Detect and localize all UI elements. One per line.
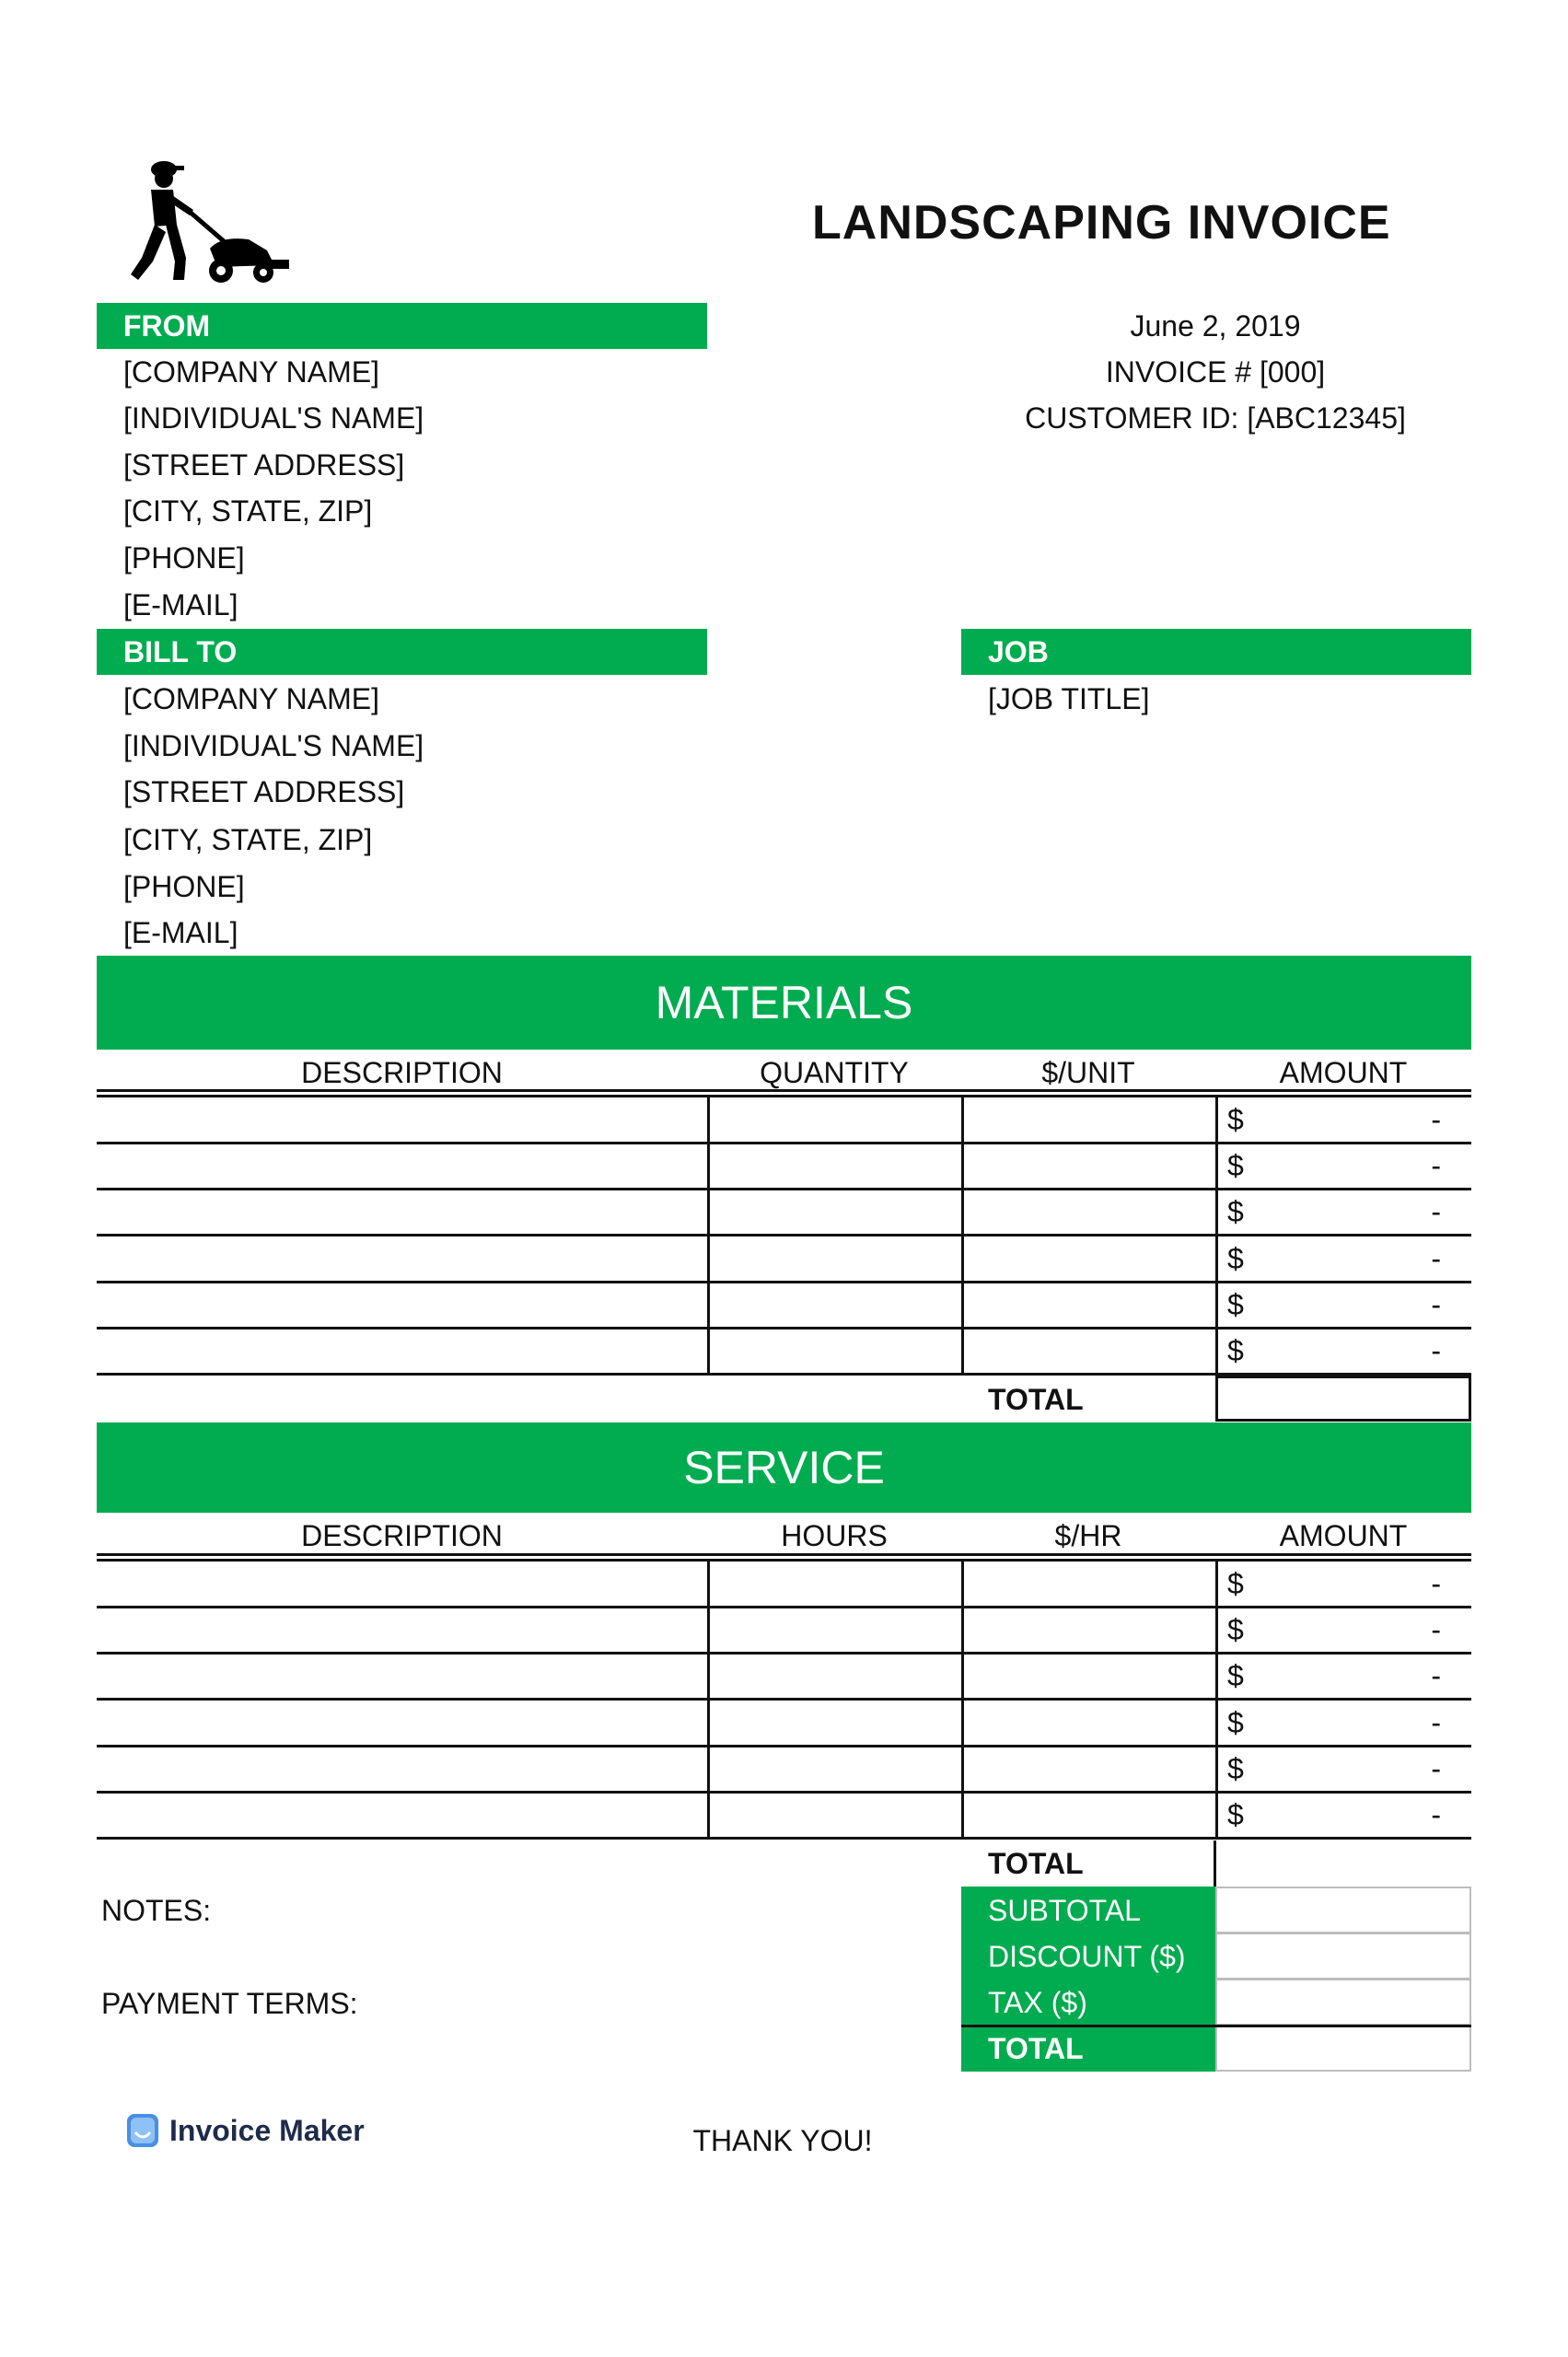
discount-value-cell[interactable] bbox=[1215, 1933, 1471, 1980]
bill-to-company-name: [COMPANY NAME] bbox=[123, 682, 379, 715]
materials-header-rule bbox=[97, 1089, 1471, 1092]
cell-divider bbox=[1215, 1793, 1218, 1839]
currency-symbol: $ bbox=[1227, 1195, 1244, 1228]
materials-col-unit-price: $/UNIT bbox=[1041, 1056, 1135, 1089]
bill-to-phone: [PHONE] bbox=[123, 870, 245, 903]
bill-to-heading: BILL TO bbox=[123, 635, 238, 668]
service-heading: SERVICE bbox=[683, 1442, 885, 1493]
discount-label: DISCOUNT ($) bbox=[988, 1940, 1186, 1973]
service-qty-cell[interactable] bbox=[710, 1793, 961, 1839]
service-rate-cell[interactable] bbox=[964, 1562, 1215, 1608]
from-header-bar bbox=[97, 303, 707, 349]
materials-col-quantity: QUANTITY bbox=[760, 1056, 909, 1089]
materials-col-amount: AMOUNT bbox=[1279, 1056, 1408, 1089]
materials-description-cell[interactable] bbox=[97, 1144, 707, 1190]
materials-total-label: TOTAL bbox=[988, 1383, 1084, 1416]
materials-qty-cell[interactable] bbox=[710, 1237, 961, 1283]
subtotal-value-cell[interactable] bbox=[1215, 1887, 1471, 1933]
customer-id: CUSTOMER ID: [ABC12345] bbox=[1025, 401, 1406, 435]
payment-terms-label: PAYMENT TERMS: bbox=[101, 1987, 358, 2020]
currency-symbol: $ bbox=[1227, 1752, 1244, 1785]
currency-symbol: $ bbox=[1227, 1798, 1244, 1831]
job-header-bar bbox=[961, 629, 1471, 675]
from-city-state-zip: [CITY, STATE, ZIP] bbox=[123, 494, 373, 528]
service-description-cell[interactable] bbox=[97, 1747, 707, 1793]
from-company-name: [COMPANY NAME] bbox=[123, 355, 379, 389]
materials-header-bar bbox=[97, 956, 1471, 1050]
invoice-maker-logo bbox=[127, 2110, 365, 2151]
from-street-address: [STREET ADDRESS] bbox=[123, 448, 405, 482]
from-individual-name: [INDIVIDUAL'S NAME] bbox=[123, 401, 424, 435]
notes-label: NOTES: bbox=[101, 1894, 212, 1927]
currency-symbol: $ bbox=[1227, 1334, 1244, 1367]
thank-you-note: THANK YOU! bbox=[692, 2124, 873, 2157]
cell-divider bbox=[1215, 1608, 1218, 1654]
cell-divider bbox=[1215, 1283, 1218, 1329]
from-phone: [PHONE] bbox=[123, 541, 245, 575]
row-rule bbox=[97, 1837, 1471, 1840]
service-col-hourly-rate: $/HR bbox=[1054, 1519, 1122, 1552]
materials-description-cell[interactable] bbox=[97, 1237, 707, 1283]
tax-label: TAX ($) bbox=[988, 1986, 1087, 2019]
materials-description-cell[interactable] bbox=[97, 1097, 707, 1144]
table-row bbox=[97, 1144, 1471, 1190]
currency-symbol: $ bbox=[1227, 1613, 1244, 1646]
service-qty-cell[interactable] bbox=[710, 1608, 961, 1654]
service-col-description: DESCRIPTION bbox=[301, 1519, 503, 1552]
table-row bbox=[97, 1329, 1471, 1375]
amount-value: - bbox=[1431, 1567, 1441, 1600]
from-email: [E-MAIL] bbox=[123, 588, 238, 621]
bill-to-street-address: [STREET ADDRESS] bbox=[123, 775, 405, 808]
cell-divider bbox=[1215, 1237, 1218, 1283]
table-row bbox=[97, 1190, 1471, 1236]
table-row bbox=[97, 1608, 1471, 1654]
materials-col-description: DESCRIPTION bbox=[301, 1056, 503, 1089]
table-row bbox=[97, 1283, 1471, 1329]
table-row bbox=[97, 1097, 1471, 1144]
service-col-hours: HOURS bbox=[781, 1519, 888, 1552]
materials-qty-cell[interactable] bbox=[710, 1097, 961, 1144]
amount-value: - bbox=[1431, 1334, 1441, 1367]
materials-qty-cell[interactable] bbox=[710, 1144, 961, 1190]
service-description-cell[interactable] bbox=[97, 1608, 707, 1654]
service-qty-cell[interactable] bbox=[710, 1562, 961, 1608]
amount-value: - bbox=[1431, 1149, 1441, 1182]
service-rate-cell[interactable] bbox=[964, 1747, 1215, 1793]
amount-value: - bbox=[1431, 1798, 1441, 1831]
grand-total-label: TOTAL bbox=[988, 2032, 1084, 2065]
invoice-number: INVOICE # [000] bbox=[1105, 355, 1326, 389]
materials-rate-cell[interactable] bbox=[964, 1097, 1215, 1144]
cell-divider bbox=[1215, 1190, 1218, 1236]
service-rate-cell[interactable] bbox=[964, 1608, 1215, 1654]
bill-to-header-bar bbox=[97, 629, 707, 675]
amount-value: - bbox=[1431, 1659, 1441, 1692]
grand-total-value-cell[interactable] bbox=[1215, 2025, 1471, 2072]
job-title: [JOB TITLE] bbox=[988, 682, 1150, 715]
invoice-maker-logo-icon bbox=[127, 2114, 158, 2147]
currency-symbol: $ bbox=[1227, 1149, 1244, 1182]
amount-value: - bbox=[1431, 1195, 1441, 1228]
materials-description-cell[interactable] bbox=[97, 1283, 707, 1329]
amount-value: - bbox=[1431, 1613, 1441, 1646]
service-rate-cell[interactable] bbox=[964, 1654, 1215, 1700]
materials-heading: MATERIALS bbox=[655, 977, 913, 1028]
cell-divider bbox=[1215, 1144, 1218, 1190]
cell-divider bbox=[1215, 1329, 1218, 1375]
invoice-date: June 2, 2019 bbox=[1130, 309, 1301, 343]
currency-symbol: $ bbox=[1227, 1567, 1244, 1600]
service-rate-cell[interactable] bbox=[964, 1701, 1215, 1747]
service-description-cell[interactable] bbox=[97, 1793, 707, 1839]
service-header-rule bbox=[97, 1553, 1471, 1556]
cell-divider bbox=[1215, 1097, 1218, 1144]
materials-rate-cell[interactable] bbox=[964, 1190, 1215, 1236]
amount-value: - bbox=[1431, 1242, 1441, 1275]
subtotal-label: SUBTOTAL bbox=[988, 1894, 1141, 1927]
service-rate-cell[interactable] bbox=[964, 1793, 1215, 1839]
amount-value: - bbox=[1431, 1103, 1441, 1136]
currency-symbol: $ bbox=[1227, 1242, 1244, 1275]
service-description-cell[interactable] bbox=[97, 1701, 707, 1747]
table-row bbox=[97, 1654, 1471, 1700]
service-qty-cell[interactable] bbox=[710, 1747, 961, 1793]
materials-rate-cell[interactable] bbox=[964, 1144, 1215, 1190]
materials-rate-cell[interactable] bbox=[964, 1237, 1215, 1283]
service-header-bar bbox=[97, 1422, 1471, 1513]
bill-to-individual-name: [INDIVIDUAL'S NAME] bbox=[123, 729, 424, 762]
materials-rate-cell[interactable] bbox=[964, 1283, 1215, 1329]
materials-description-cell[interactable] bbox=[97, 1329, 707, 1375]
service-description-cell[interactable] bbox=[97, 1654, 707, 1700]
service-qty-cell[interactable] bbox=[710, 1654, 961, 1700]
table-row bbox=[97, 1747, 1471, 1793]
table-row bbox=[97, 1562, 1471, 1608]
grand-total-top-rule bbox=[961, 2025, 1471, 2027]
currency-symbol: $ bbox=[1227, 1659, 1244, 1692]
job-heading: JOB bbox=[988, 635, 1049, 668]
service-description-cell[interactable] bbox=[97, 1562, 707, 1608]
cell-divider bbox=[1215, 1654, 1218, 1700]
lawn-mower-icon bbox=[129, 158, 290, 287]
materials-description-cell[interactable] bbox=[97, 1190, 707, 1236]
service-col-amount: AMOUNT bbox=[1279, 1519, 1408, 1552]
service-qty-cell[interactable] bbox=[710, 1701, 961, 1747]
materials-qty-cell[interactable] bbox=[710, 1190, 961, 1236]
amount-value: - bbox=[1431, 1288, 1441, 1321]
materials-total-cell[interactable] bbox=[1215, 1376, 1471, 1422]
materials-qty-cell[interactable] bbox=[710, 1329, 961, 1375]
invoice-maker-brand: Invoice Maker bbox=[169, 2113, 365, 2147]
cell-divider bbox=[1215, 1562, 1218, 1608]
service-total-label: TOTAL bbox=[988, 1847, 1084, 1880]
amount-value: - bbox=[1431, 1706, 1441, 1739]
table-row bbox=[97, 1237, 1471, 1283]
table-row bbox=[97, 1701, 1471, 1747]
bill-to-email: [E-MAIL] bbox=[123, 916, 238, 949]
currency-symbol: $ bbox=[1227, 1706, 1244, 1739]
from-heading: FROM bbox=[123, 309, 211, 343]
amount-value: - bbox=[1431, 1752, 1441, 1785]
cell-divider bbox=[1215, 1701, 1218, 1747]
invoice-title: LANDSCAPING INVOICE bbox=[812, 196, 1391, 250]
table-row bbox=[97, 1793, 1471, 1839]
tax-value-cell[interactable] bbox=[1215, 1979, 1471, 2026]
materials-qty-cell[interactable] bbox=[710, 1283, 961, 1329]
materials-rate-cell[interactable] bbox=[964, 1329, 1215, 1375]
currency-symbol: $ bbox=[1227, 1288, 1244, 1321]
currency-symbol: $ bbox=[1227, 1103, 1244, 1136]
bill-to-city-state-zip: [CITY, STATE, ZIP] bbox=[123, 823, 373, 856]
cell-divider bbox=[1215, 1747, 1218, 1793]
service-total-divider bbox=[1214, 1840, 1216, 1887]
